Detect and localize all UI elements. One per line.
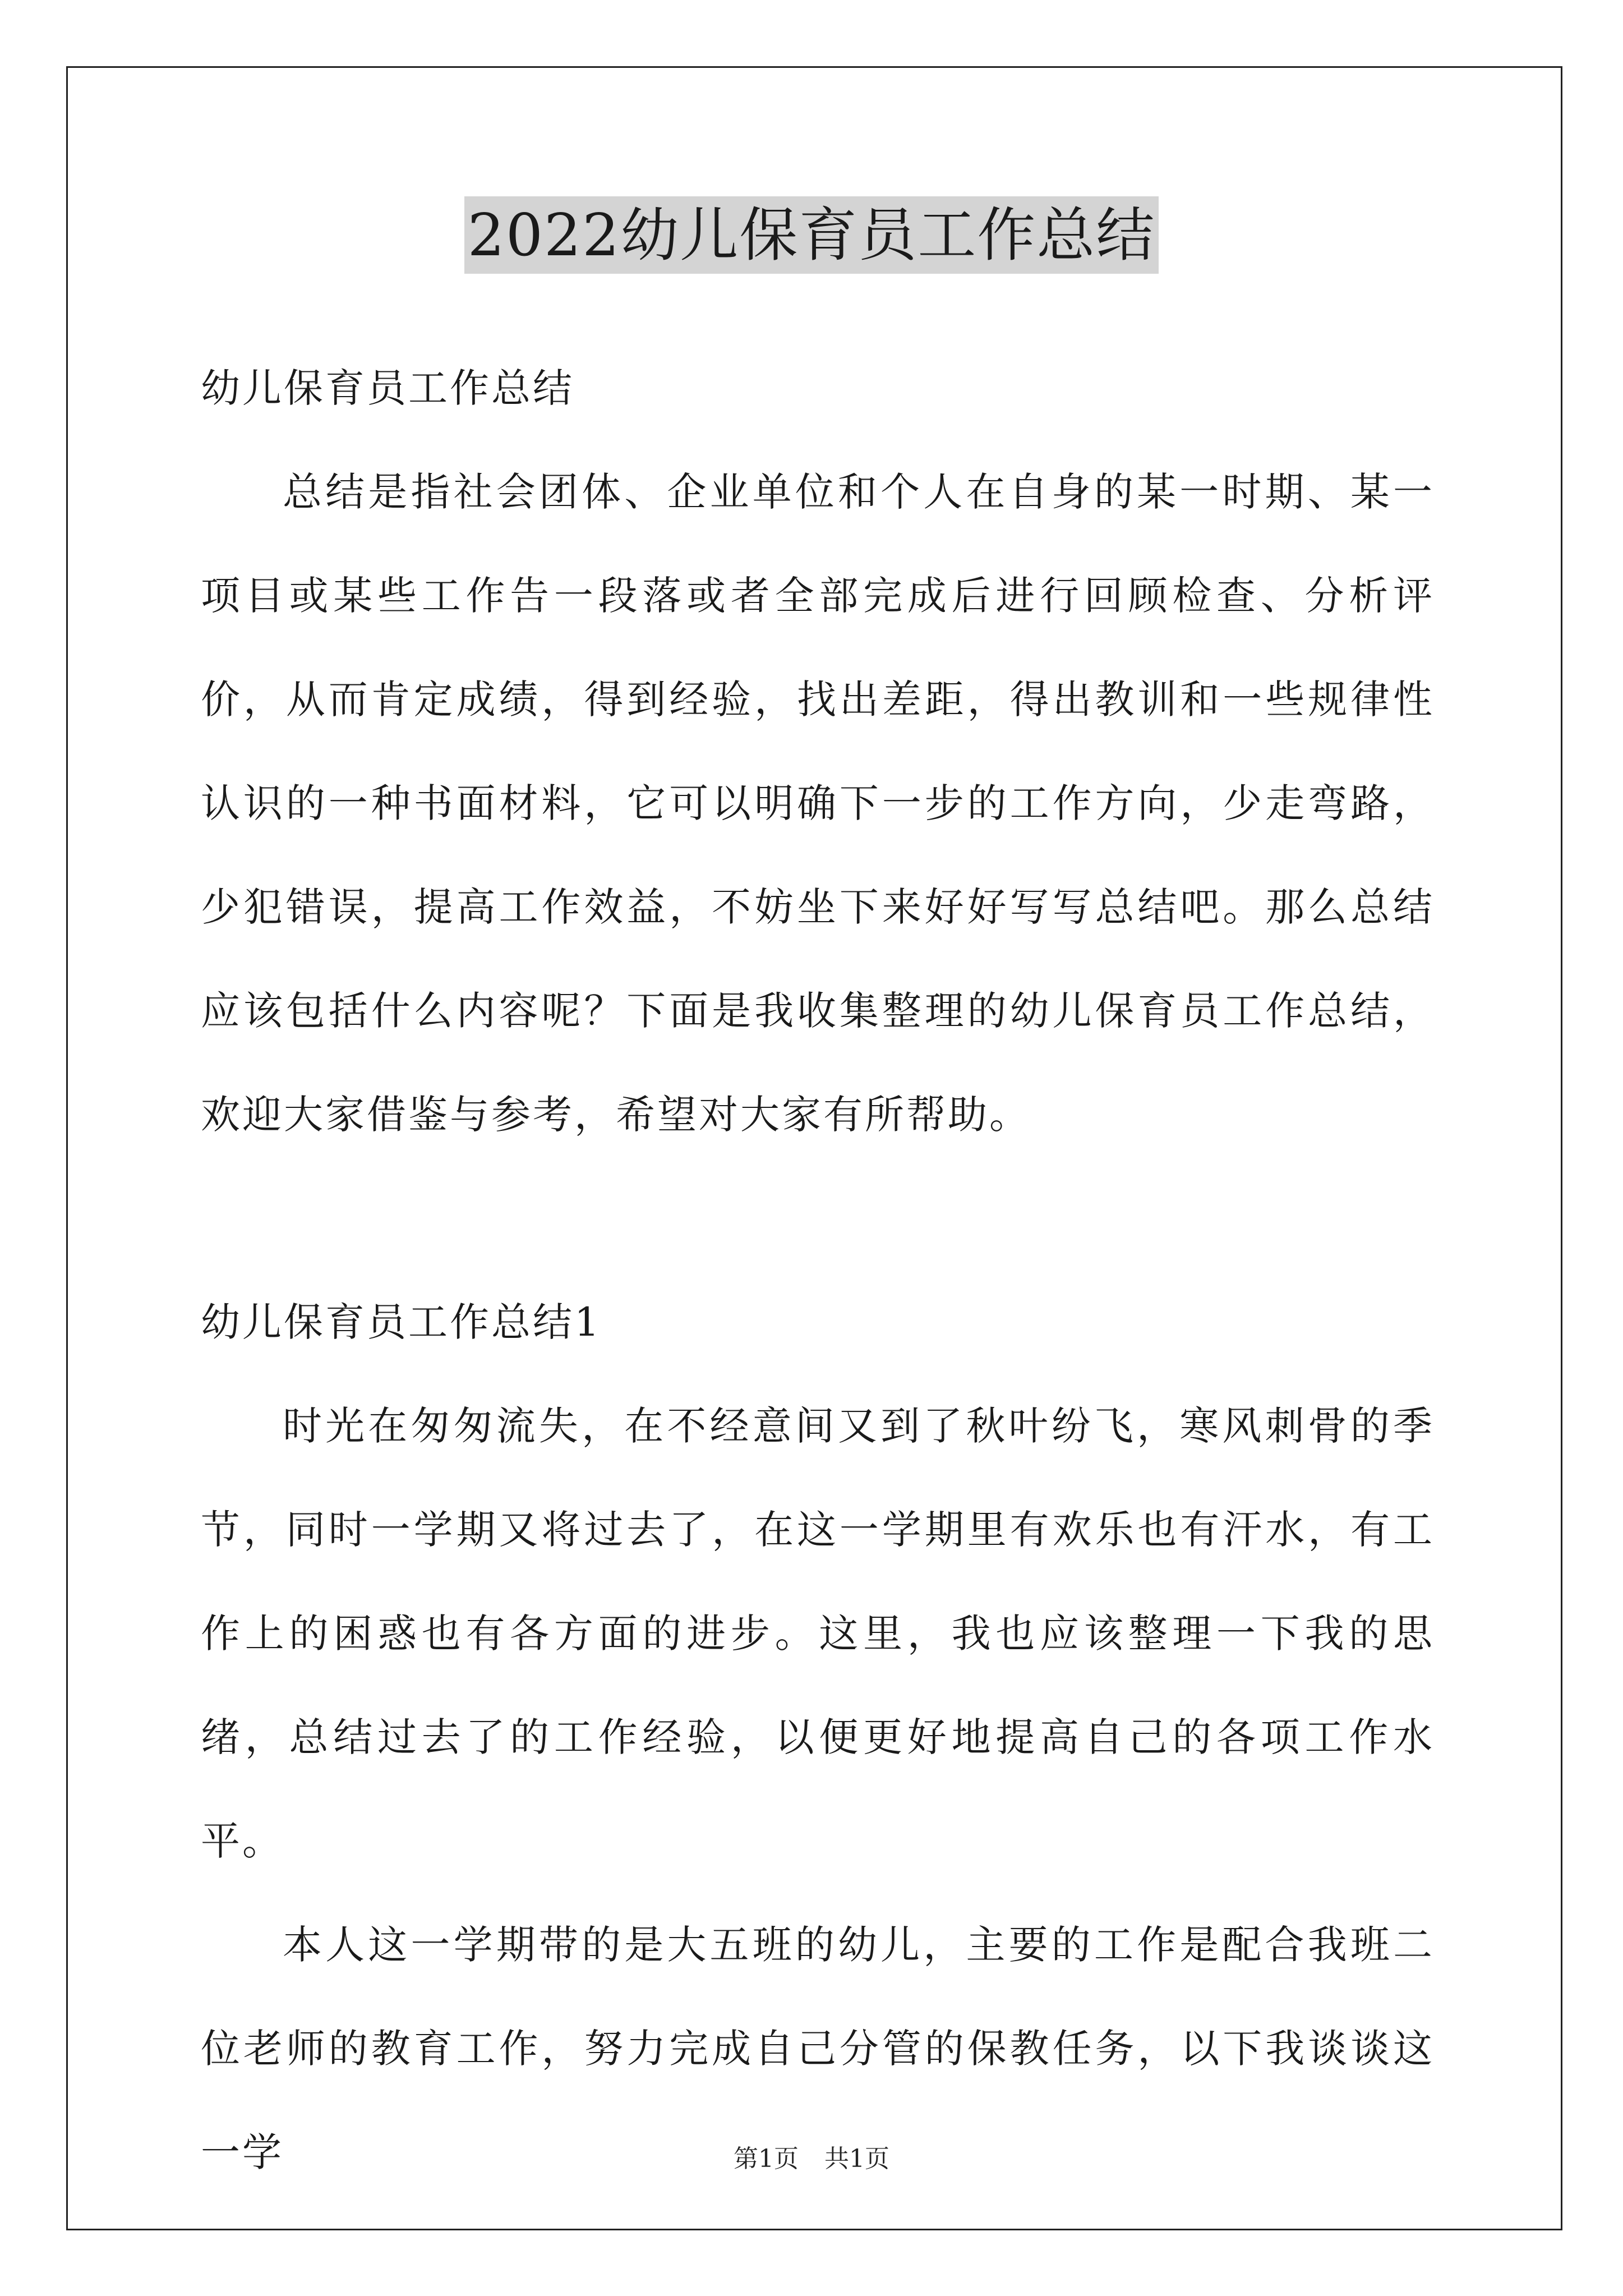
document-body — [201, 337, 1435, 2205]
blank-line — [201, 1167, 1435, 1271]
body-paragraph-2: 本人这一学期带的是大五班的幼儿，主要的工作是配合我班二位老师的教育工作，努力完成自己分管的保教任务，以下我谈谈这一学 — [201, 1922, 1435, 2175]
intro-paragraph: 总结是指社会团体、企业单位和个人在自身的某一时期、某一项目或某些工作告一段落或者全部完成后进行回顾检查、分析评价，从而肯定成绩，得到经验，找出差距，得出教训和一些规律性认识的一种书面材料，它可以明确下一步的工作方向，少走弯路，少犯错误，提高工作效益，不妨坐下来好好写写总结吧。那么总结应该包括什么内容呢？下面是我收集整理的幼儿保育员工作总结，欢迎大家借鉴与参考，希望对大家有所帮助。 — [201, 469, 1435, 1138]
page-number-current: 第1页 — [734, 2145, 799, 2173]
page-footer — [0, 2138, 1623, 2174]
body-paragraph-1: 时光在匆匆流失，在不经意间又到了秋叶纷飞，寒风刺骨的季节，同时一学期又将过去了，在这一学期里有欢乐也有汗水，有工作上的困惑也有各方面的进步。这里，我也应该整理一下我的思绪，总结过去了的工作经验，以便更好地提高自己的各项工作水平。 — [201, 1403, 1435, 1864]
title-wrap — [0, 196, 1623, 274]
document-title: 2022幼儿保育员工作总结 — [464, 196, 1159, 274]
section-heading-intro: 幼儿保育员工作总结 — [201, 365, 574, 411]
page-number-total: 共1页 — [824, 2145, 889, 2173]
section-heading-1: 幼儿保育员工作总结1 — [201, 1299, 602, 1345]
